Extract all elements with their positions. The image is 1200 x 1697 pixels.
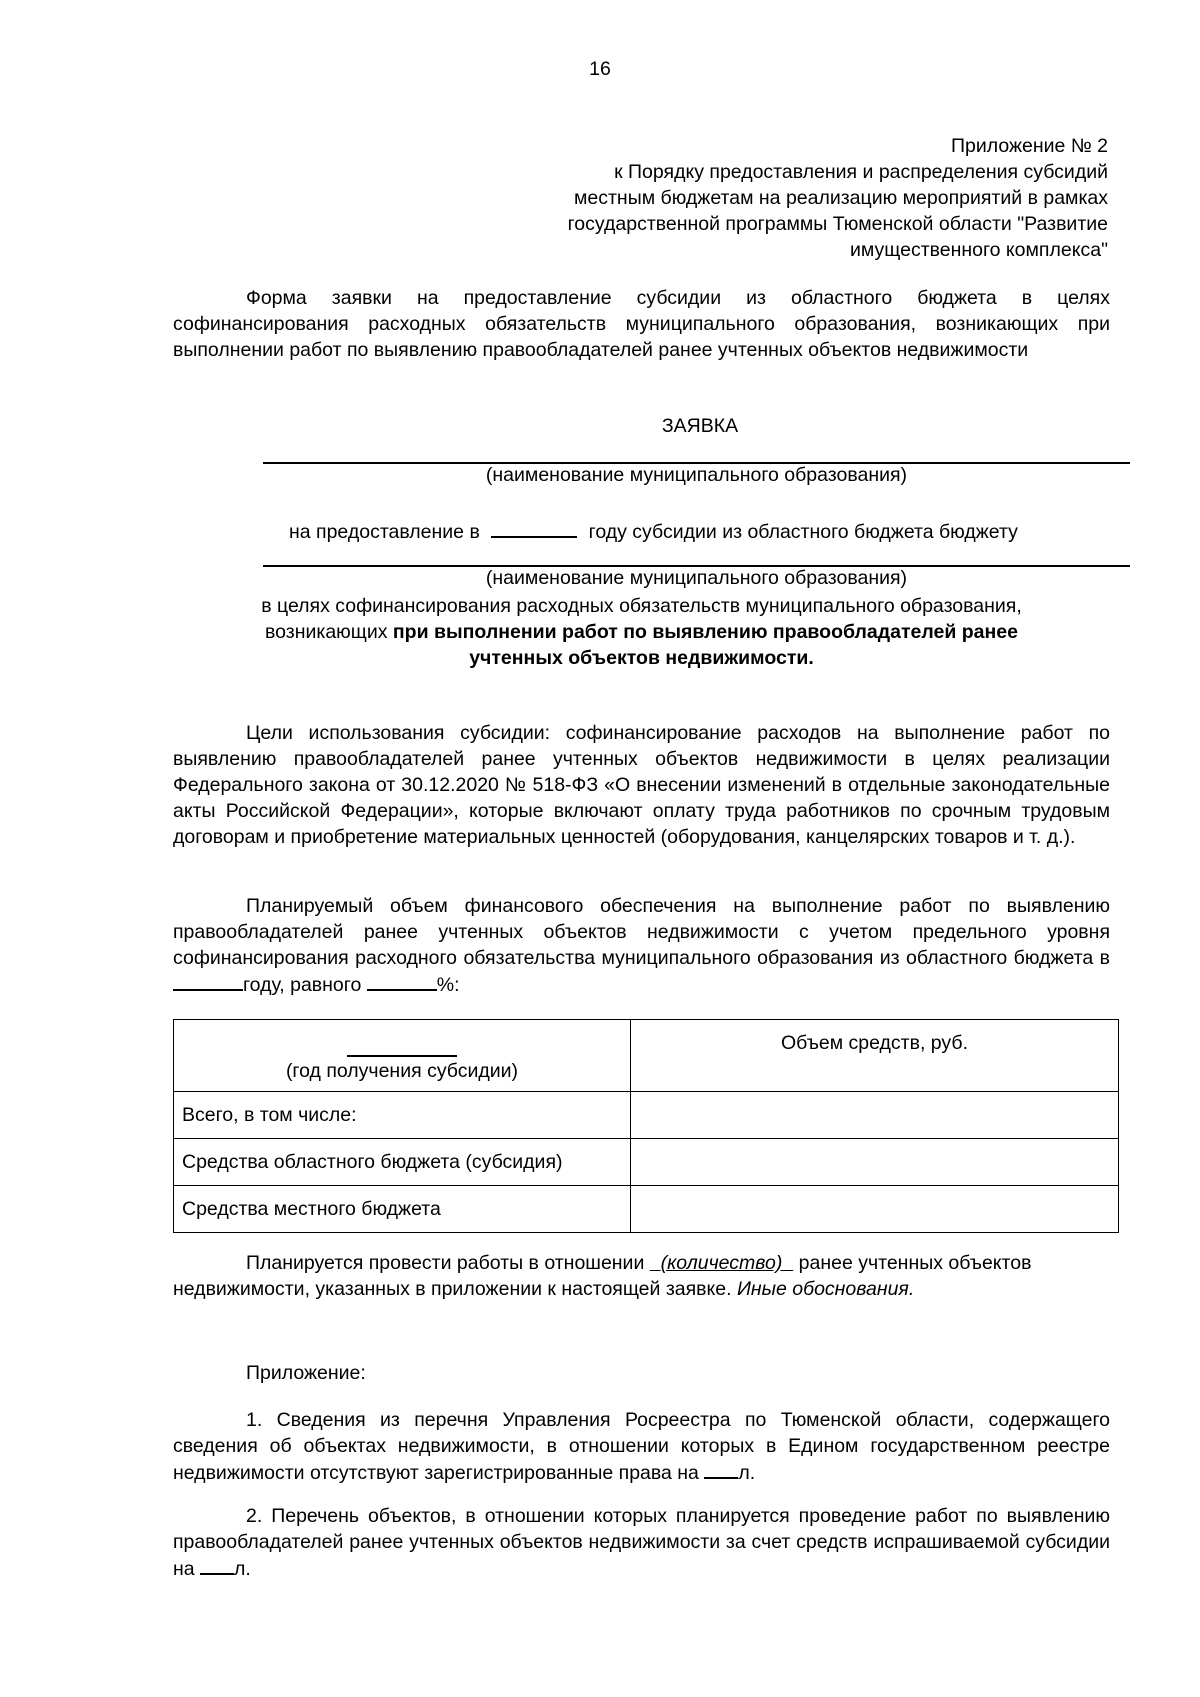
provision-text-after: году субсидии из областного бюджета бюджету [588,521,1018,543]
appendix-line: Приложение № 2 [951,135,1108,157]
purpose-plain: возникающих [265,621,393,643]
purpose-bold-1: при выполнении работ по выявлению правообладателей ранее [392,621,1018,643]
purpose-line-1: в целях софинансирования расходных обязательств муниципального образования, [261,595,1022,617]
provision-line [289,518,1018,544]
volume-year-blank [173,971,243,991]
row-label: Средства местного бюджета [174,1186,631,1233]
municipality-caption-2: (наименование муниципального образования) [485,567,908,589]
planned-paragraph [173,1250,1110,1302]
volume-percent-blank [367,971,437,991]
goals-paragraph: Цели использования субсидии: софинансирование расходов на выполнение работ по выявлению правообладателей ранее учтенных объектов недвижимости в целях реализации Федерального закона от 30.12.2020 № 518-ФЗ «О внесении изменений в отдельные законодательные акты Российской Федерации», которые включают оплату труда работников по срочным трудовым договорам и приобретение материальных ценностей (оборудования, канцелярских товаров и т. д.). [173,722,1110,848]
planned-text-1: Планируется провести работы в отношении [246,1252,645,1274]
page-number: 16 [589,58,611,80]
attachment-1-text: 1. Сведения из перечня Управления Росреестра по Тюменской области, содержащего сведения об объектах недвижимости, в отношении которых в Едином государственном реестре недвижимости отсутствуют зарегистрированные права на [173,1409,1110,1484]
table-header-row [174,1020,1119,1092]
attachment-2-pages-blank [200,1555,234,1575]
appendix-line: местным бюджетам на реализацию мероприятий в рамках [574,187,1108,209]
funding-table [173,1019,1119,1233]
attachment-item-2 [173,1503,1110,1582]
header-amount-cell: Объем средств, руб. [631,1020,1119,1092]
table-row [174,1139,1119,1186]
attachment-1-pages-blank [704,1459,738,1479]
header-year-caption: (год получения субсидии) [285,1060,519,1082]
row-label: Средства областного бюджета (субсидия) [174,1139,631,1186]
year-blank [491,518,577,538]
form-title: Форма заявки на предоставление субсидии из областного бюджета в целях софинансирования расходных обязательств муниципального образования, возникающих при выполнении работ по выявлению правообладателей ранее учтенных объектов недвижимости [173,287,1110,361]
attachment-item-1 [173,1407,1110,1486]
volume-text-1: Планируемый объем финансового обеспечения на выполнение работ по выявлению правообладателей ранее учтенных объектов недвижимости с учетом предельного уровня софинансирования расходного обязательства муниципального образования из областного бюджета в [173,895,1110,969]
other-justifications: Иные обоснования. [736,1278,915,1300]
attachment-1-suffix: л. [738,1462,756,1484]
purpose-line-3: учтенных объектов недвижимости. [469,647,814,669]
table-row [174,1186,1119,1233]
year-blank-line [347,1055,457,1057]
row-value-cell [631,1092,1119,1139]
appendix-header [388,133,1108,263]
attachment-2-suffix: л. [234,1558,251,1580]
volume-paragraph [173,893,1110,998]
appendix-line: к Порядку предоставления и распределения субсидий [614,161,1108,183]
quantity-blank [650,1252,793,1274]
volume-text-2: году, равного [243,974,362,996]
row-label: Всего, в том числе: [174,1092,631,1139]
attachments-heading: Приложение: [246,1362,366,1384]
appendix-line: государственной программы Тюменской области "Развитие [567,213,1108,235]
quantity-label: (количество) [660,1252,783,1274]
purpose-line-2 [173,619,1110,645]
table-row [174,1092,1119,1139]
municipality-caption-1: (наименование муниципального образования) [485,464,908,486]
row-value-cell [631,1139,1119,1186]
row-value-cell [631,1186,1119,1233]
provision-text-before: на предоставление в [289,521,480,543]
appendix-line: имущественного комплекса" [850,239,1108,261]
header-year-cell [174,1020,631,1092]
purpose-block [173,593,1110,671]
zayavka-heading: ЗАЯВКА [661,415,739,437]
planned-text-2: ранее учтенных объектов недвижимости, указанных в приложении к настоящей заявке. [173,1252,1032,1300]
attachment-2-text: 2. Перечень объектов, в отношении которых планируется проведение работ по выявлению правообладателей ранее учтенных объектов недвижимости за счет средств испрашиваемой субсидии на [173,1505,1110,1580]
volume-text-3: %: [436,974,460,996]
